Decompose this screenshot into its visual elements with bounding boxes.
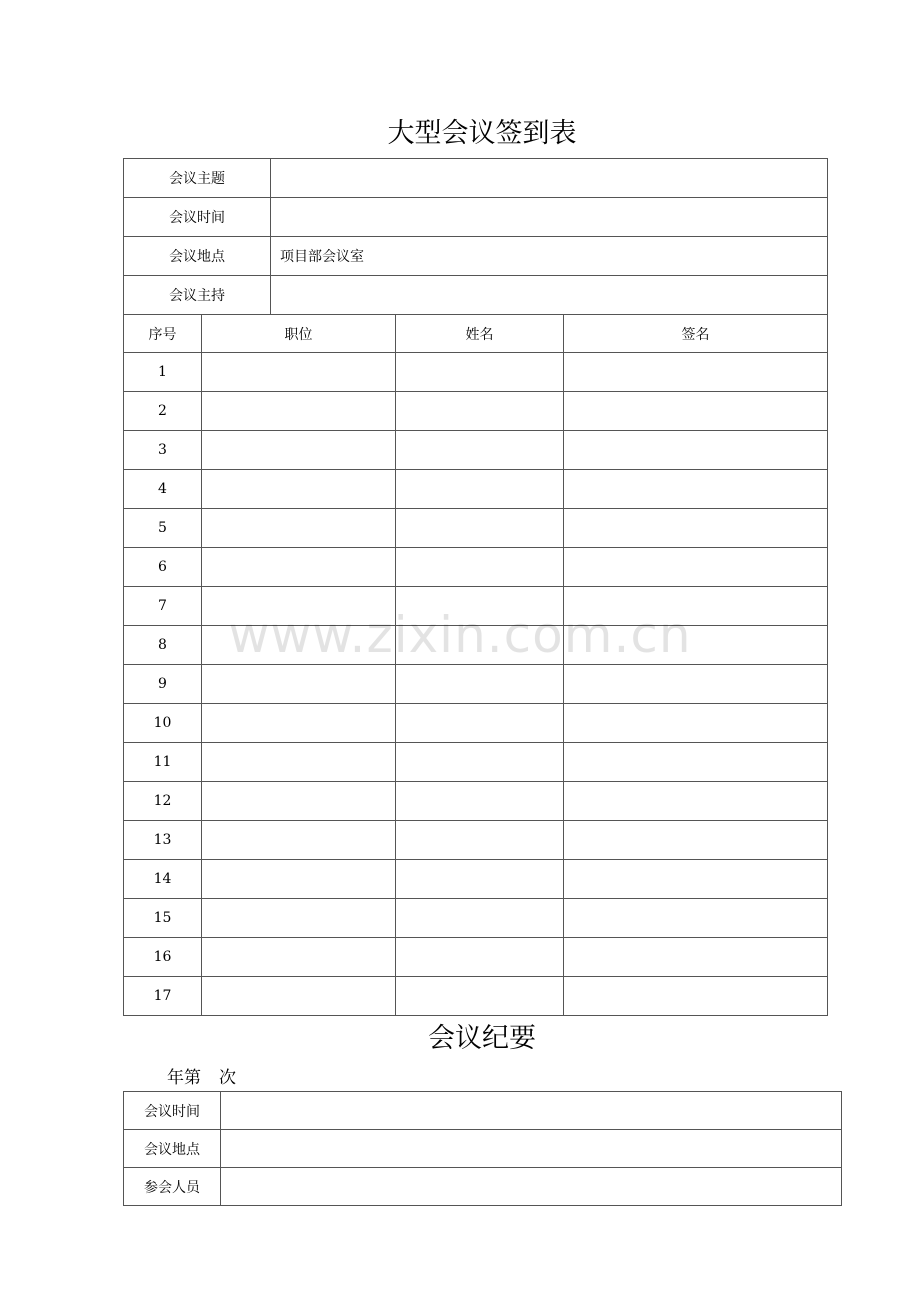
signature-cell[interactable] [564, 431, 828, 470]
minutes-table [123, 1091, 842, 1206]
position-cell[interactable] [202, 353, 396, 392]
info-label-location: 会议地点 [124, 237, 271, 276]
row-index-cell: 14 [124, 860, 202, 899]
signature-cell[interactable] [564, 782, 828, 821]
signature-cell[interactable] [564, 587, 828, 626]
position-cell[interactable] [202, 860, 396, 899]
table-row [124, 860, 828, 899]
row-index-cell: 3 [124, 431, 202, 470]
name-cell[interactable] [396, 431, 564, 470]
table-row [124, 470, 828, 509]
table-row [124, 159, 828, 198]
position-cell[interactable] [202, 938, 396, 977]
minutes-value-location[interactable] [221, 1130, 842, 1168]
signature-cell[interactable] [564, 899, 828, 938]
table-row [124, 509, 828, 548]
row-index-cell: 11 [124, 743, 202, 782]
table-row [124, 353, 828, 392]
table-row [124, 548, 828, 587]
signature-cell[interactable] [564, 470, 828, 509]
name-cell[interactable] [396, 626, 564, 665]
row-index-cell: 8 [124, 626, 202, 665]
name-cell[interactable] [396, 509, 564, 548]
table-row [124, 743, 828, 782]
minutes-year-label: 年第 [167, 1068, 201, 1088]
table-row [124, 198, 828, 237]
minutes-title: 会议纪要 [428, 1023, 536, 1054]
sign-in-title: 大型会议签到表 [387, 118, 577, 149]
table-row [124, 665, 828, 704]
name-cell[interactable] [396, 743, 564, 782]
table-row [124, 977, 828, 1016]
table-row [124, 587, 828, 626]
info-value-host[interactable] [271, 276, 828, 315]
info-value-time[interactable] [271, 198, 828, 237]
signature-cell[interactable] [564, 977, 828, 1016]
watermark: www.zixin.com.cn [228, 606, 692, 664]
table-row [124, 626, 828, 665]
position-cell[interactable] [202, 704, 396, 743]
row-index-cell: 10 [124, 704, 202, 743]
position-cell[interactable] [202, 392, 396, 431]
row-index-cell: 2 [124, 392, 202, 431]
table-row [124, 821, 828, 860]
name-cell[interactable] [396, 470, 564, 509]
row-index-cell: 16 [124, 938, 202, 977]
table-row [124, 392, 828, 431]
position-cell[interactable] [202, 665, 396, 704]
column-header-signature: 签名 [564, 315, 828, 353]
table-row [124, 704, 828, 743]
name-cell[interactable] [396, 704, 564, 743]
minutes-label-location: 会议地点 [124, 1130, 221, 1168]
signature-cell[interactable] [564, 509, 828, 548]
column-header-position: 职位 [202, 315, 396, 353]
signature-cell[interactable] [564, 548, 828, 587]
table-row [124, 899, 828, 938]
meeting-info-table [123, 158, 828, 315]
position-cell[interactable] [202, 977, 396, 1016]
row-index-cell: 4 [124, 470, 202, 509]
info-label-topic: 会议主题 [124, 159, 271, 198]
info-value-location[interactable]: 项目部会议室 [271, 237, 828, 276]
minutes-label-attendees: 参会人员 [124, 1168, 221, 1206]
row-index-cell: 17 [124, 977, 202, 1016]
row-index-cell: 12 [124, 782, 202, 821]
name-cell[interactable] [396, 821, 564, 860]
table-row [124, 1168, 842, 1206]
signature-cell[interactable] [564, 626, 828, 665]
row-index-cell: 9 [124, 665, 202, 704]
signature-cell[interactable] [564, 860, 828, 899]
name-cell[interactable] [396, 353, 564, 392]
row-index-cell: 15 [124, 899, 202, 938]
table-row [124, 276, 828, 315]
position-cell[interactable] [202, 509, 396, 548]
name-cell[interactable] [396, 782, 564, 821]
row-index-cell: 6 [124, 548, 202, 587]
row-index-cell: 7 [124, 587, 202, 626]
signature-cell[interactable] [564, 821, 828, 860]
position-cell[interactable] [202, 626, 396, 665]
column-header-name: 姓名 [396, 315, 564, 353]
column-header-index: 序号 [124, 315, 202, 353]
signature-cell[interactable] [564, 938, 828, 977]
signature-cell[interactable] [564, 743, 828, 782]
name-cell[interactable] [396, 587, 564, 626]
name-cell[interactable] [396, 860, 564, 899]
signature-cell[interactable] [564, 704, 828, 743]
position-cell[interactable] [202, 782, 396, 821]
sign-in-table [123, 314, 828, 1016]
minutes-value-attendees[interactable] [221, 1168, 842, 1206]
minutes-count-label: 次 [219, 1068, 236, 1088]
position-cell[interactable] [202, 548, 396, 587]
row-index-cell: 5 [124, 509, 202, 548]
position-cell[interactable] [202, 470, 396, 509]
signature-cell[interactable] [564, 392, 828, 431]
table-row [124, 938, 828, 977]
table-row [124, 1130, 842, 1168]
table-header-row [124, 315, 828, 353]
name-cell[interactable] [396, 899, 564, 938]
table-row [124, 237, 828, 276]
table-row [124, 431, 828, 470]
name-cell[interactable] [396, 665, 564, 704]
row-index-cell: 13 [124, 821, 202, 860]
table-row [124, 1092, 842, 1130]
position-cell[interactable] [202, 743, 396, 782]
name-cell[interactable] [396, 392, 564, 431]
minutes-value-time[interactable] [221, 1092, 842, 1130]
position-cell[interactable] [202, 587, 396, 626]
signature-cell[interactable] [564, 353, 828, 392]
signature-cell[interactable] [564, 665, 828, 704]
name-cell[interactable] [396, 938, 564, 977]
info-label-time: 会议时间 [124, 198, 271, 237]
position-cell[interactable] [202, 899, 396, 938]
name-cell[interactable] [396, 977, 564, 1016]
info-label-host: 会议主持 [124, 276, 271, 315]
minutes-meta [167, 1067, 236, 1089]
table-row [124, 782, 828, 821]
position-cell[interactable] [202, 431, 396, 470]
minutes-label-time: 会议时间 [124, 1092, 221, 1130]
name-cell[interactable] [396, 548, 564, 587]
position-cell[interactable] [202, 821, 396, 860]
row-index-cell: 1 [124, 353, 202, 392]
info-value-topic[interactable] [271, 159, 828, 198]
